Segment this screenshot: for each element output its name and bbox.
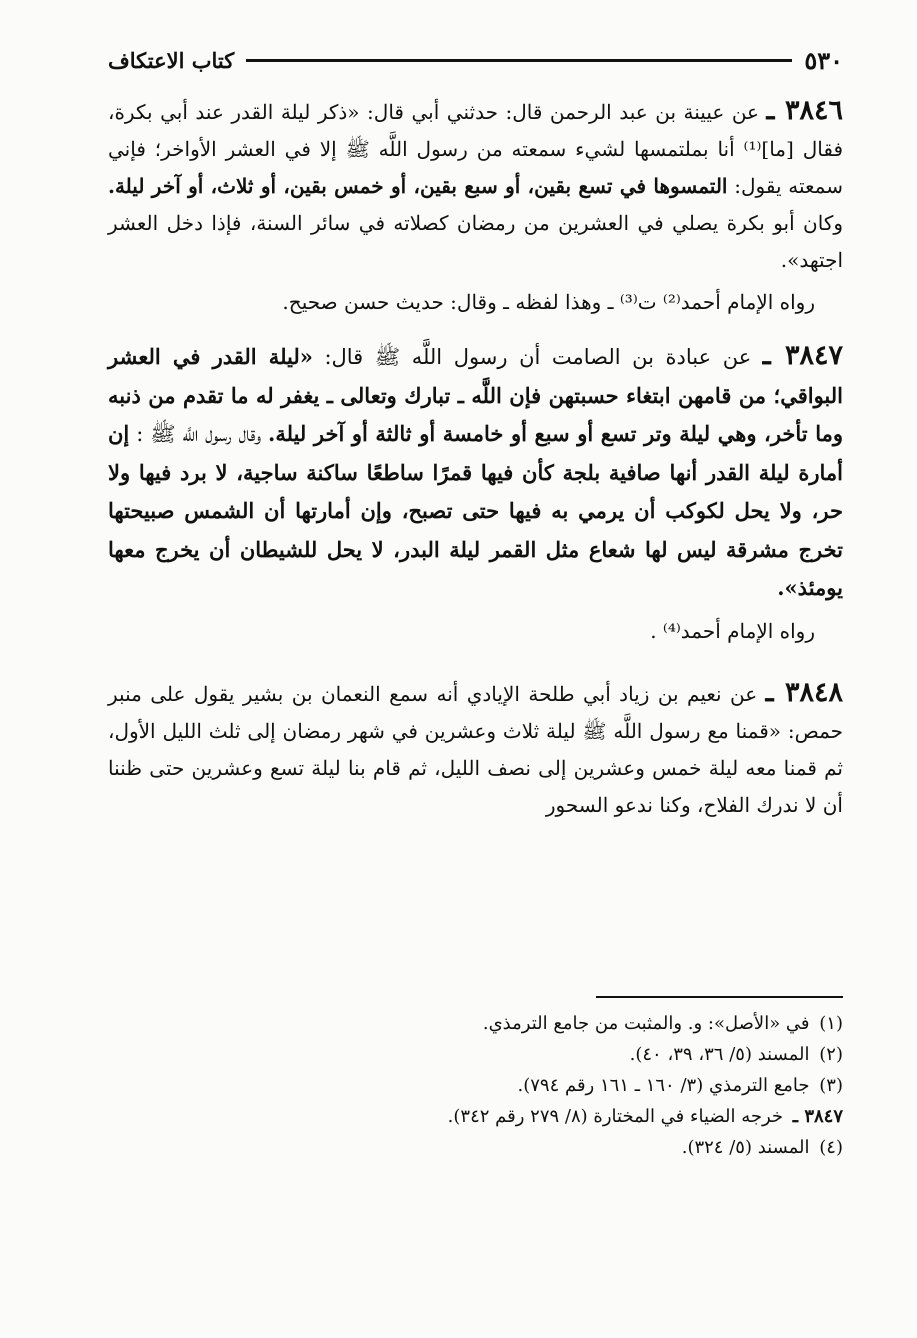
footnote bbox=[108, 1039, 843, 1070]
footnote-marker: (٣) bbox=[819, 1075, 843, 1096]
hadith-matn: إن أمارة ليلة القدر أنها صافية بلجة كأن فيها قمرًا ساطعًا ساكنة ساجية، لا برد فيها ولا حر، ولا يحل لكوكب أن يرمي به فيها حتى تصبح، وإن أمارتها أن الشمس صبيحتها تخرج مشرقة ليس لها شعاع مثل القمر ليلة البدر، لا يحل للشيطان أن يخرج معها يومئذ». bbox=[108, 421, 843, 600]
page-header bbox=[108, 40, 843, 80]
chapter-title: كتاب الاعتكاف bbox=[108, 47, 235, 73]
footnote-divider bbox=[596, 996, 843, 998]
footnote bbox=[108, 1132, 843, 1163]
footnote-text: المسند (٥/ ٣٢٤). bbox=[681, 1137, 810, 1158]
footnote-text: خرجه الضياء في المختارة (٨/ ٢٧٩ رقم ٣٤٢). bbox=[447, 1106, 784, 1127]
footnote bbox=[108, 1070, 843, 1101]
footnote-marker: (١) bbox=[819, 1013, 843, 1034]
hadith-text: عن نعيم بن زياد أبي طلحة الإيادي أنه سمع النعمان بن بشير يقول على منبر حمص: «قمنا مع رسول اللَّه ﷺ ليلة ثلاث وعشرين في شهر رمضان إلى ثلث الليل الأول، ثم قمنا معه ليلة خمس وعشرين إلى نصف الليل، ثم قام بنا ليلة تسع وعشرين حتى ظننا أن لا ندرك الفلاح، وكنا ندعو السحور bbox=[108, 681, 843, 817]
hadith-source: رواه الإمام أحمد⁽⁴⁾ . bbox=[650, 618, 815, 643]
hadith-number: ٣٨٤٦ ـ bbox=[766, 95, 844, 126]
footnote-marker: (٤) bbox=[819, 1137, 843, 1158]
hadith-source: رواه الإمام أحمد⁽²⁾ ت⁽³⁾ ـ وهذا لفظه ـ وقال: حديث حسن صحيح. bbox=[282, 290, 815, 314]
hadith-number: ٣٨٤٨ ـ bbox=[765, 676, 844, 708]
hadith-text: وقال رسول اللَّه ﷺ : bbox=[136, 422, 262, 446]
hadith-3847 bbox=[108, 337, 843, 608]
footnote-text: المسند (٥/ ٣٦، ٣٩، ٤٠). bbox=[629, 1044, 810, 1065]
hadith-3848 bbox=[108, 674, 843, 824]
page-body bbox=[108, 92, 843, 824]
hadith-text: وكان أبو بكرة يصلي في العشرين من رمضان كصلاته في سائر السنة، فإذا دخل العشر اجتهد». bbox=[108, 211, 843, 272]
hadith-number: ٣٨٤٧ ـ bbox=[762, 340, 843, 371]
hadith-matn: التمسوها في تسع بقين، أو سبع بقين، أو خمس بقين، أو ثلاث، أو آخر ليلة. bbox=[108, 174, 728, 198]
footnote-marker: ٣٨٤٧ ـ bbox=[792, 1106, 843, 1127]
hadith-isnad: عن عيينة بن عبد الرحمن قال: حدثني أبي قال: «ذكر ليلة القدر عند أبي بكرة، فقال [ما]⁽¹⁾ أنا بملتمسها لشيء سمعته من رسول اللَّه ﷺ إلا في العشر الأواخر؛ فإني سمعته يقول: bbox=[108, 100, 844, 198]
footnotes bbox=[108, 1008, 843, 1163]
footnote-text: جامع الترمذي (٣/ ١٦٠ ـ ١٦١ رقم ٧٩٤). bbox=[517, 1075, 810, 1096]
hadith-isnad: عن عبادة بن الصامت أن رسول اللَّه ﷺ قال: bbox=[324, 345, 752, 369]
hadith-matn: «ليلة القدر في العشر البواقي؛ من قامهن ابتغاء حسبتهن فإن اللَّه ـ تبارك وتعالى ـ يغفر له ما تقدم من ذنبه وما تأخر، وهي ليلة وتر تسع أو سبع أو خامسة أو ثالثة أو آخر ليلة. bbox=[108, 344, 843, 446]
header-rule bbox=[246, 59, 792, 62]
footnote-text: في «الأصل»: و. والمثبت من جامع الترمذي. bbox=[482, 1013, 810, 1034]
footnote-marker: (٢) bbox=[819, 1044, 843, 1065]
hadith-3846 bbox=[108, 92, 843, 279]
footnote bbox=[108, 1101, 843, 1132]
page-number: ٥٣٠ bbox=[804, 45, 843, 75]
footnote bbox=[108, 1008, 843, 1039]
